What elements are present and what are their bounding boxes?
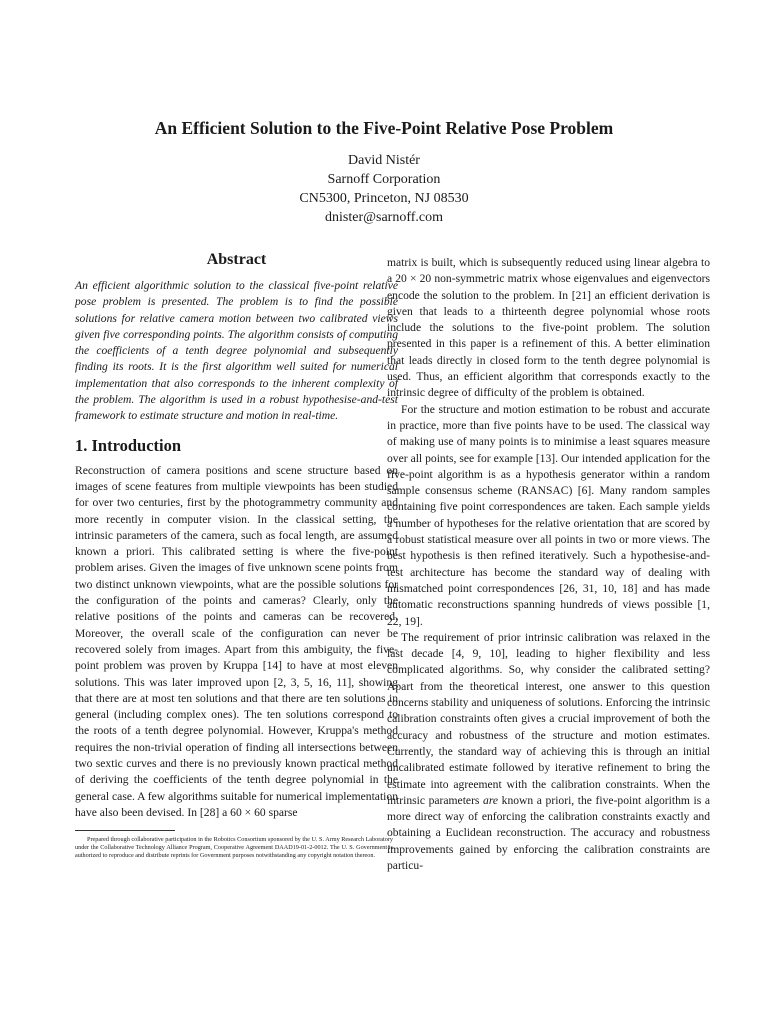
paragraph-3-emphasis: are [483, 793, 499, 807]
introduction-paragraph-3 [387, 630, 710, 874]
abstract-heading: Abstract [206, 251, 267, 268]
author-block [0, 151, 768, 227]
introduction-paragraph-continued: matrix is built, which is subsequently reduced using linear algebra to a 20 × 20 non-symmetric matrix whose eigenvalues and eigenvectors encode the solution to the problem. In [21] an efficient derivation is given that leads to a thirteenth degree polynomial whose roots include the solutions to the five-point problem. The solution presented in this paper is a refinement of this. A better elimination that leads directly in closed form to the tenth degree polynomial is used. Thus, an efficient algorithm that corresponds exactly to the intrinsic degree of difficulty of the problem is obtained. [387, 256, 710, 400]
paragraph-3-part-a: The requirement of prior intrinsic calibration was relaxed in the last decade [4, 9, 10], leading to higher flexibility and less complicated algorithms. So, why consider the calibrated setting? Apart from the theoretical interest, one answer to this question concerns stability and uniqueness of solutions. Enforcing the intrinsic calibration constraints often gives a crucial improvement of both the accuracy and robustness of the structure and motion estimates. Currently, the standard way of achieving this is through an initial uncalibrated estimate followed by iterative refinement to bring the estimate into agreement with the calibration constraints. When the intrinsic parameters [387, 630, 710, 807]
introduction-paragraph-1: Reconstruction of camera positions and scene structure based on images of scene features from multiple viewpoints has been studied for over two centuries, first by the photogrammetry community and more recently in computer vision. In the classical setting, the intrinsic parameters of the camera, such as focal length, are assumed known a priori. This calibrated setting is where the five-point problem arises. Given the images of five unknown scene points from two distinct unknown viewpoints, what are the possible solutions for the configuration of the points and cameras? Clearly, only the relative positions of the points and cameras can be recovered. Moreover, the overall scale of the configuration can never be recovered solely from images. Apart from this ambiguity, the five-point problem was proven by Kruppa [14] to have at most eleven solutions. This was later improved upon [2, 3, 5, 16, 11], showing that there are at most ten solutions and that there are ten solutions in general (including complex ones). The ten solutions correspond to the roots of a tenth degree polynomial. However, Kruppa's method requires the non-trivial operation of finding all intersections between two sextic curves and there is no previously known practical method of deriving the coefficients of the tenth degree polynomial in the general case. A few algorithms suitable for numerical implementation have also been devised. In [28] a 60 × 60 sparse [75, 463, 398, 819]
introduction-paragraph-2: For the structure and motion estimation to be robust and accurate in practice, more than five points have to be used. The classical way of making use of many points is to minimise a least squares measure over all points, see for example [13]. Our intended application for the five-point algorithm is as a hypothesis generator within a random sample consensus scheme (RANSAC) [6]. Many random samples containing five point correspondences are taken. Each sample yields a number of hypotheses for the relative orientation that are scored by a robust statistical measure over all points in two or more views. The best hypothesis is then refined iteratively. Such a hypothesise-and-test architecture has become the standard way of dealing with mismatched point correspondences [26, 31, 10, 18] and has made automatic reconstructions spanning hundreds of views possible [1, 22, 19]. [387, 402, 710, 628]
author-email: dnister@sarnoff.com [325, 210, 443, 225]
author-affiliation: Sarnoff Corporation [327, 172, 441, 187]
footnote-text: Prepared through collaborative participation in the Robotics Consortium sponsored by the U. S. Army Research Laboratory under the Collaborative Technology Alliance Program, Cooperative Agreement DAAD19-01-2-0012. The U. S. Government is authorized to reproduce and distribute reprints for Government purposes notwithstanding any copyright notation thereon. [75, 836, 393, 859]
right-column [387, 255, 710, 874]
author-address: CN5300, Princeton, NJ 08530 [299, 191, 469, 206]
abstract-text: An efficient algorithmic solution to the classical five-point relative pose problem is presented. The problem is to find the possible solutions for relative camera motion between two calibrated views given five corresponding points. The algorithm consists of computing the coefficients of a tenth degree polynomial and subsequently finding its roots. It is the first algorithm well suited for numerical implementation that also corresponds to the inherent complexity of the problem. The algorithm is used in a robust hypothesise-and-test framework to estimate structure and motion in real-time. [75, 279, 398, 423]
introduction-heading: 1. Introduction [75, 435, 182, 455]
left-column [75, 250, 398, 821]
paper-title: An Efficient Solution to the Five-Point Relative Pose Problem [154, 118, 614, 138]
author-name: David Nistér [348, 153, 420, 168]
footnote-divider [75, 830, 175, 831]
paragraph-3-part-b: known a priori, the five-point algorithm is a more direct way of enforcing the calibration constraints exactly and obtaining a Euclidean reconstruction. The accuracy and robustness improvements gained by enforcing the calibration constraints are particu- [387, 793, 710, 872]
